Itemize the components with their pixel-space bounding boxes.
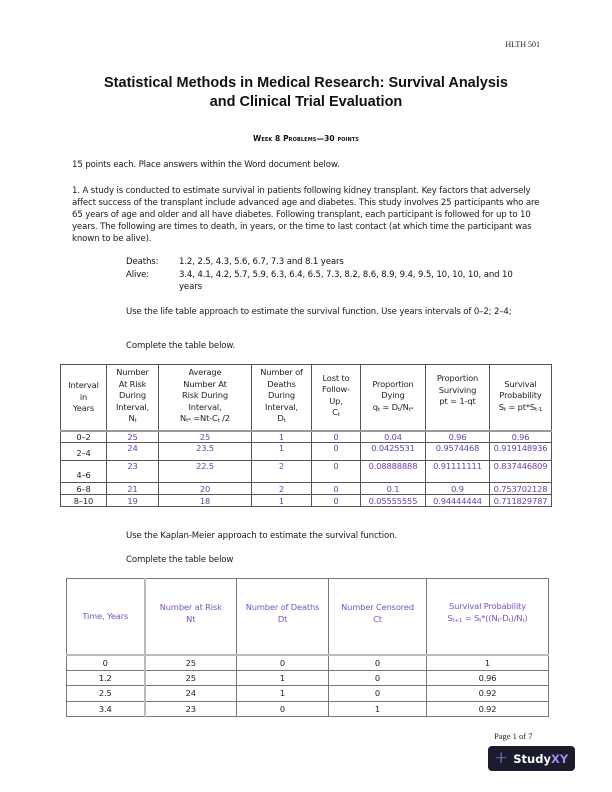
instructions-text: 15 points each. Place answers within the Word document below.: [72, 160, 340, 170]
cell-dt[interactable]: 1: [237, 670, 329, 686]
header-avg-at-risk: Average Number At Risk During Interval, $N_{t*} =Nt-C_t$ /2: [159, 365, 252, 431]
cell-time[interactable]: 3.4: [67, 701, 145, 717]
plus-icon: +: [494, 748, 509, 768]
title-line-2: and Clinical Trial Evaluation: [209, 94, 403, 110]
cell-time[interactable]: 1.2: [67, 670, 145, 686]
question-1-text: 1. A study is conducted to estimate survival in patients following kidney transplant. Key factors that adversely affect success of the transplant include advanced age and diabetes. This study involves 25 participants who are 65 years of age and older and all have diabetes. Following transplant, each participant is followed for up to 10 years. The following are times to death, in years, or the time to last contact (at which time the participant was known to be alive).: [72, 186, 540, 244]
cell-ct[interactable]: 1: [329, 701, 427, 717]
cell-st[interactable]: 0.837446809: [490, 461, 552, 483]
km-table-row: [67, 686, 549, 702]
cell-nt[interactable]: 25: [107, 431, 159, 443]
alive-label: Alive:: [126, 269, 150, 280]
cell-ct[interactable]: 0: [329, 670, 427, 686]
header-number-at-risk: Number at Risk Nt: [145, 579, 237, 655]
cell-ct[interactable]: 0: [312, 431, 361, 443]
cell-dt[interactable]: 1: [252, 431, 312, 443]
life-table-row: [61, 495, 552, 507]
cell-dt[interactable]: 2: [252, 483, 312, 495]
km-table-row: [67, 655, 549, 671]
cell-pt[interactable]: 0.91111111: [426, 461, 490, 483]
cell-dt[interactable]: 1: [252, 495, 312, 507]
kaplan-meier-table: [66, 578, 549, 717]
header-deaths: Number of Deaths During Interval, $D_t$: [252, 365, 312, 431]
cell-nt[interactable]: 23: [145, 701, 237, 717]
cell-ct[interactable]: 0: [312, 443, 361, 461]
cell-ct[interactable]: 0: [312, 483, 361, 495]
header-proportion-dying: Proportion Dying $q_t = D_t/N_{t*}$: [361, 365, 426, 431]
deaths-row: [126, 256, 526, 269]
cell-interval: 0–2: [61, 431, 107, 443]
header-lost-to-follow-up: Lost to Follow- Up, $C_t$: [312, 365, 361, 431]
cell-pt[interactable]: 0.9: [426, 483, 490, 495]
km-table-row: [67, 670, 549, 686]
title-line-1: Statistical Methods in Medical Research: Survival Analysis: [104, 75, 508, 91]
km-table-row: [67, 701, 549, 717]
cell-st[interactable]: 0.92: [427, 701, 549, 717]
complete-table-instruction-1: Complete the table below.: [126, 341, 236, 351]
studyxy-badge[interactable]: [488, 746, 575, 771]
subtitle-week: Week 8 Problems: [252, 134, 317, 143]
cell-pt[interactable]: 0.94444444: [426, 495, 490, 507]
cell-nt[interactable]: 25: [145, 670, 237, 686]
brand-name: StudyXY: [513, 751, 569, 766]
cell-time[interactable]: 2.5: [67, 686, 145, 702]
cell-nt-star[interactable]: 20: [159, 483, 252, 495]
cell-st[interactable]: 0.919148936: [490, 443, 552, 461]
cell-st[interactable]: 1: [427, 655, 549, 671]
cell-ct[interactable]: 0: [312, 495, 361, 507]
cell-nt-star[interactable]: 23.5: [159, 443, 252, 461]
cell-st[interactable]: 0.711829787: [490, 495, 552, 507]
cell-qt[interactable]: 0.05555555: [361, 495, 426, 507]
cell-st[interactable]: 0.96: [427, 670, 549, 686]
life-table: [60, 364, 552, 507]
cell-st[interactable]: 0.96: [490, 431, 552, 443]
cell-qt[interactable]: 0.08888888: [361, 461, 426, 483]
cell-dt[interactable]: 1: [252, 443, 312, 461]
life-table-instruction: Use the life table approach to estimate the survival function. Use years intervals of 0–2; 2–4;: [126, 307, 512, 317]
assignment-subtitle: [0, 134, 612, 143]
survival-data-block: [126, 256, 526, 294]
header-survival-probability: Survival Probability $S_{t+1} = S_t*((N_t-D_t)/N_t)$: [427, 579, 549, 655]
header-proportion-surviving: Proportion Surviving pt = 1-qt: [426, 365, 490, 431]
cell-interval: 8–10: [61, 495, 107, 507]
cell-nt-star[interactable]: 25: [159, 431, 252, 443]
life-table-row: [61, 483, 552, 495]
cell-nt[interactable]: 25: [145, 655, 237, 671]
header-time-years: Time, Years: [67, 579, 145, 655]
cell-nt[interactable]: 21: [107, 483, 159, 495]
complete-table-instruction-2: Complete the table below: [126, 555, 234, 565]
cell-ct[interactable]: 0: [329, 686, 427, 702]
cell-st[interactable]: 0.92: [427, 686, 549, 702]
life-table-header-row: [61, 365, 552, 431]
cell-dt[interactable]: 2: [252, 461, 312, 483]
cell-pt[interactable]: 0.9574468: [426, 443, 490, 461]
deaths-label: Deaths:: [126, 257, 159, 267]
cell-qt[interactable]: 0.1: [361, 483, 426, 495]
cell-nt-star[interactable]: 22.5: [159, 461, 252, 483]
subtitle-points: 30 points: [324, 134, 360, 143]
life-table-row: [61, 461, 552, 483]
header-number-of-deaths: Number of Deaths Dt: [237, 579, 329, 655]
subtitle-dash: —: [316, 134, 325, 143]
header-at-risk: Number At Risk During Interval, $N_t$: [107, 365, 159, 431]
cell-nt[interactable]: 24: [107, 443, 159, 461]
kaplan-meier-instruction: Use the Kaplan-Meier approach to estimate the survival function.: [126, 531, 397, 541]
cell-st[interactable]: 0.753702128: [490, 483, 552, 495]
deaths-values: 1.2, 2.5, 4.3, 5.6, 6.7, 7.3 and 8.1 years: [179, 257, 344, 267]
cell-interval: 6–8: [61, 483, 107, 495]
cell-interval: 2–4: [61, 443, 107, 461]
cell-nt[interactable]: 19: [107, 495, 159, 507]
km-table-header-row: [67, 579, 549, 655]
cell-dt[interactable]: 0: [237, 655, 329, 671]
header-survival-probability: Survival Probability $S_t = pt*S_{t-1}$: [490, 365, 552, 431]
header-interval: Interval in Years: [61, 365, 107, 431]
cell-pt[interactable]: 0.96: [426, 431, 490, 443]
alive-values: 3.4, 4.1, 4.2, 5.7, 5.9, 6.3, 6.4, 6.5, 7.3, 8.2, 8.6, 8.9, 9.4, 9.5, 10, 10, 10, and 10 years: [179, 269, 513, 292]
cell-dt[interactable]: 1: [237, 686, 329, 702]
header-number-censored: Number Censored Ct: [329, 579, 427, 655]
cell-nt[interactable]: 24: [145, 686, 237, 702]
page-title: [0, 74, 612, 112]
cell-nt-star[interactable]: 18: [159, 495, 252, 507]
cell-ct[interactable]: 0: [312, 461, 361, 483]
page-number: Page 1 of 7: [494, 731, 533, 741]
cell-time[interactable]: 0: [67, 655, 145, 671]
life-table-row: [61, 443, 552, 461]
cell-interval: 4–6: [61, 461, 107, 483]
cell-dt[interactable]: 0: [237, 701, 329, 717]
course-code: HLTH 501: [505, 40, 540, 49]
cell-nt[interactable]: 23: [107, 461, 159, 483]
cell-qt[interactable]: 0.0425531: [361, 443, 426, 461]
life-table-row: [61, 431, 552, 443]
cell-qt[interactable]: 0.04: [361, 431, 426, 443]
cell-ct[interactable]: 0: [329, 655, 427, 671]
alive-row: [126, 269, 526, 294]
